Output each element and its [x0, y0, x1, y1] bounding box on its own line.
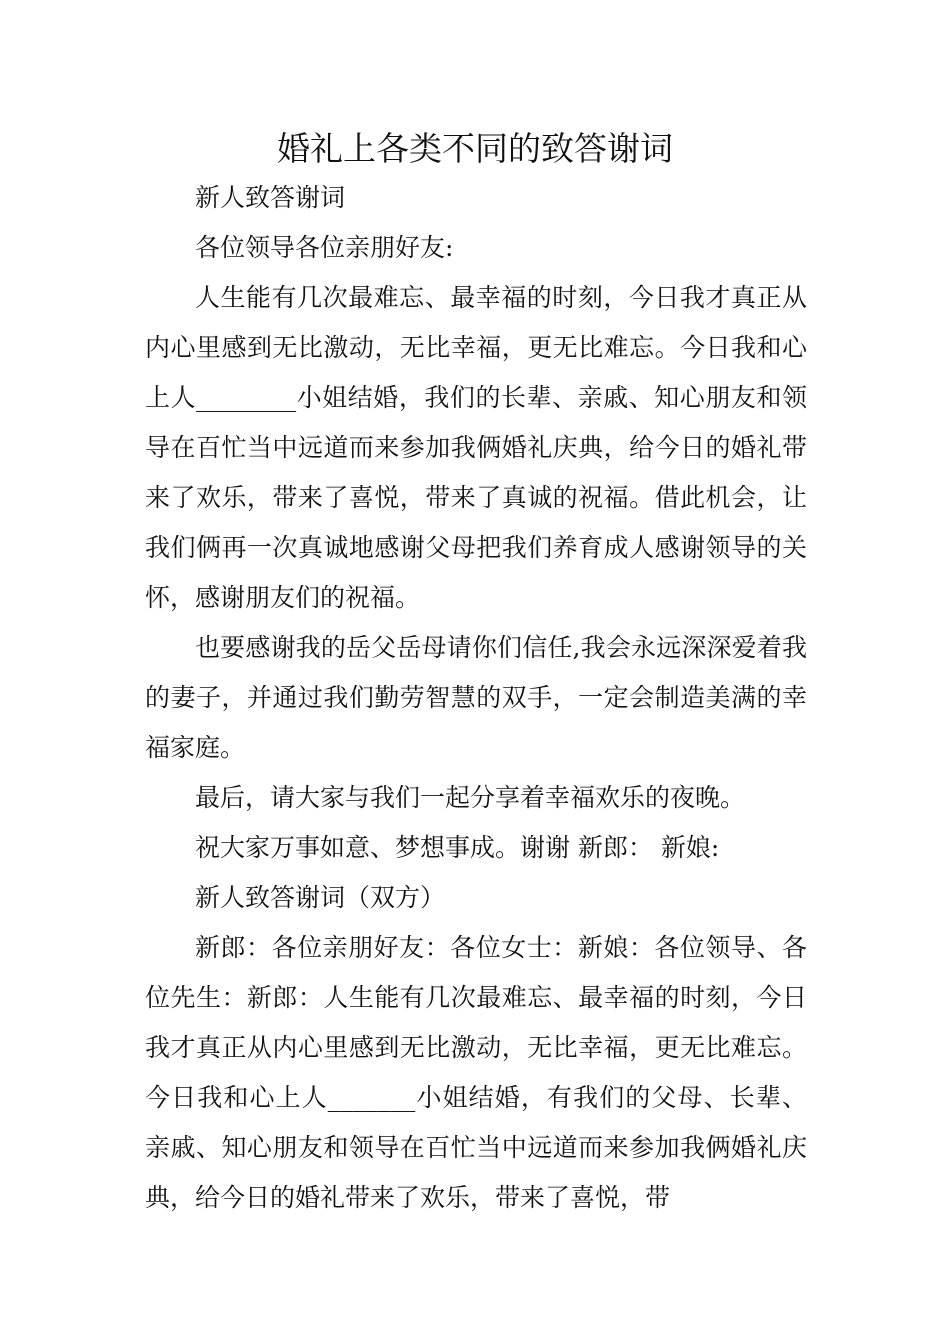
paragraph-speech-main: 人生能有几次最难忘、最幸福的时刻，今日我才真正从内心里感到无比激动，无比幸福，更无比难忘。今日我和心上人________小姐结婚，我们的长辈、亲戚、知心朋友和领导在百忙当中远道而来参加我俩婚礼庆典，给今日的婚礼带来了欢乐，带来了喜悦，带来了真诚的祝福。借此机会，让我们俩再一次真诚地感谢父母把我们养育成人感谢领导的关怀，感谢朋友们的祝福。 — [145, 283, 807, 612]
paragraph-thanks-in-laws: 也要感谢我的岳父岳母请你们信任,我会永远深深爱着我的妻子，并通过我们勤劳智慧的双手，一定会制造美满的幸福家庭。 — [145, 633, 807, 762]
paragraph-wishes: 祝大家万事如意、梦想事成。谢谢 新郎： 新娘: — [195, 833, 720, 862]
paragraph-heading-newlyweds: 新人致答谢词 — [195, 183, 346, 212]
document-body — [145, 173, 807, 1223]
paragraph-heading-both: 新人致答谢词（双方） — [195, 883, 446, 912]
paragraph-salutation: 各位领导各位亲朋好友: — [195, 233, 454, 262]
document-title: 婚礼上各类不同的致答谢词 — [277, 129, 673, 168]
paragraph-dialogue: 新郎：各位亲朋好友：各位女士：新娘：各位领导、各位先生：新郎：人生能有几次最难忘、最幸福的时刻，今日我才真正从内心里感到无比激动，无比幸福，更无比难忘。今日我和心上人_______小姐结婚，有我们的父母、长辈、亲戚、知心朋友和领导在百忙当中远道而来参加我俩婚礼庆典，给今日的婚礼带来了欢乐，带来了喜悦，带 — [145, 933, 807, 1212]
paragraph-closing: 最后，请大家与我们一起分享着幸福欢乐的夜晚。 — [195, 783, 746, 812]
